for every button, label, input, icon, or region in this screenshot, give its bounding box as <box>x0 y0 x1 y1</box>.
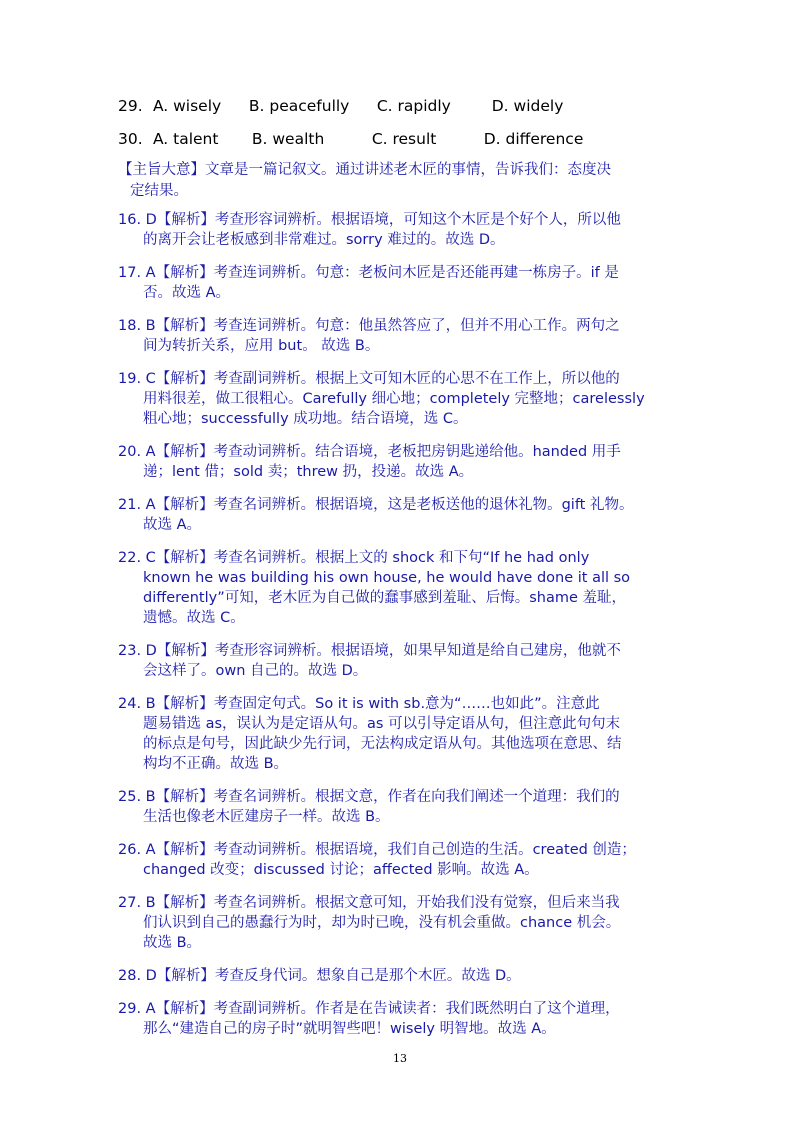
question-number: 29. <box>118 97 143 115</box>
explanation-item <box>118 548 684 628</box>
explanation-line: 22. C【解析】考查名词辨析。根据上文的 shock 和下句“If he had only <box>118 550 590 566</box>
explanation-line: known he was building his own house, he would have done it all so <box>143 570 631 586</box>
explanation-line: 用料很差，做工很粗心。Carefully 细心地；completely 完整地；carelessly <box>143 391 645 407</box>
explanation-line: 29. A【解析】考查副词辨析。作者是在告诫读者：我们既然明白了这个道理， <box>118 1001 620 1017</box>
explanation-line: 24. B【解析】考查固定句式。So it is with sb.意为“……也如此”。注意此 <box>118 696 600 712</box>
explanation-line: 遗憾。故选 C。 <box>143 610 245 626</box>
explanation-item <box>118 840 684 880</box>
explanation-line: 的标点是句号，因此缺少先行词，无法构成定语从句。其他选项在意思、结 <box>143 736 622 752</box>
explanation-item <box>118 893 684 953</box>
explanation-item <box>118 966 684 986</box>
summary-line: 定结果。 <box>130 183 188 199</box>
explanation-item <box>118 694 684 774</box>
explanation-line: 递；lent 借；sold 卖；threw 扔，投递。故选 A。 <box>143 464 474 480</box>
explanation-line: 们认识到自己的愚蠢行为时，却为时已晚，没有机会重做。chance 机会。 <box>143 915 621 931</box>
explanation-line: 25. B【解析】考查名词辨析。根据文意，作者在向我们阐述一个道理：我们的 <box>118 789 620 805</box>
option-d: D. widely <box>491 97 564 115</box>
explanation-line: changed 改变；discussed 讨论；affected 影响。故选 A。 <box>143 862 539 878</box>
explanation-line: 28. D【解析】考查反身代词。想象自己是那个木匠。故选 D。 <box>118 968 521 984</box>
explanation-line: 生活也像老木匠建房子一样。故选 B。 <box>143 809 390 825</box>
explanation-line: 的离开会让老板感到非常难过。sorry 难过的。故选 D。 <box>143 232 505 248</box>
main-idea-summary <box>118 160 688 202</box>
option-b: B. peacefully <box>248 97 350 115</box>
option-a: A. wisely <box>152 97 222 115</box>
explanation-item <box>118 999 684 1039</box>
explanation-item <box>118 442 684 482</box>
summary-line: 【主旨大意】文章是一篇记叙文。通过讲述老木匠的事情，告诉我们：态度决 <box>118 162 611 178</box>
explanation-line: 题易错选 as，误认为是定语从句。as 可以引导定语从句，但注意此句句末 <box>143 716 621 732</box>
explanation-line: 16. D【解析】考查形容词辨析。根据语境，可知这个木匠是个好个人，所以他 <box>118 212 621 228</box>
answer-explanations <box>118 210 684 1052</box>
explanation-line: 17. A【解析】考查连词辨析。句意：老板问木匠是否还能再建一栋房子。if 是 <box>118 265 619 281</box>
explanation-line: 26. A【解析】考查动词辨析。根据语境，我们自己创造的生活。created 创造； <box>118 842 636 858</box>
explanation-line: 否。故选 A。 <box>143 285 231 301</box>
explanation-line: 会这样了。own 自己的。故选 D。 <box>143 663 368 679</box>
explanation-line: 粗心地；successfully 成功地。结合语境，选 C。 <box>143 411 468 427</box>
explanation-item <box>118 495 684 535</box>
option-b: B. wealth <box>251 130 325 148</box>
option-c: C. rapidly <box>376 97 451 115</box>
explanation-item <box>118 263 684 303</box>
explanation-line: 20. A【解析】考查动词辨析。结合语境，老板把房钥匙递给他。handed 用手 <box>118 444 621 460</box>
explanation-line: 27. B【解析】考查名词辨析。根据文意可知，开始我们没有觉察，但后来当我 <box>118 895 620 911</box>
option-a: A. talent <box>152 130 219 148</box>
explanation-line: 故选 B。 <box>143 935 202 951</box>
explanation-line: differently”可知，老木匠为自己做的蠢事感到羞耻、后悔。shame 羞耻， <box>143 590 626 606</box>
explanation-item <box>118 641 684 681</box>
question-number: 30. <box>118 130 143 148</box>
option-row-30 <box>118 130 583 148</box>
option-d: D. difference <box>483 130 584 148</box>
explanation-line: 19. C【解析】考查副词辨析。根据上文可知木匠的心思不在工作上，所以他的 <box>118 371 620 387</box>
explanation-line: 构均不正确。故选 B。 <box>143 756 289 772</box>
explanation-line: 23. D【解析】考查形容词辨析。根据语境，如果早知道是给自己建房，他就不 <box>118 643 621 659</box>
explanation-item <box>118 316 684 356</box>
explanation-line: 间为转折关系，应用 but。 故选 B。 <box>143 338 380 354</box>
option-row-29 <box>118 97 563 115</box>
explanation-line: 故选 A。 <box>143 517 202 533</box>
explanation-item <box>118 787 684 827</box>
explanation-line: 21. A【解析】考查名词辨析。根据语境，这是老板送他的退休礼物。gift 礼物。 <box>118 497 634 513</box>
explanation-item <box>118 210 684 250</box>
page-number: 13 <box>393 1052 407 1065</box>
explanation-line: 那么“建造自己的房子时”就明智些吧！wisely 明智地。故选 A。 <box>143 1021 556 1037</box>
option-c: C. result <box>371 130 437 148</box>
explanation-item <box>118 369 684 429</box>
explanation-line: 18. B【解析】考查连词辨析。句意：他虽然答应了，但并不用心工作。两句之 <box>118 318 620 334</box>
